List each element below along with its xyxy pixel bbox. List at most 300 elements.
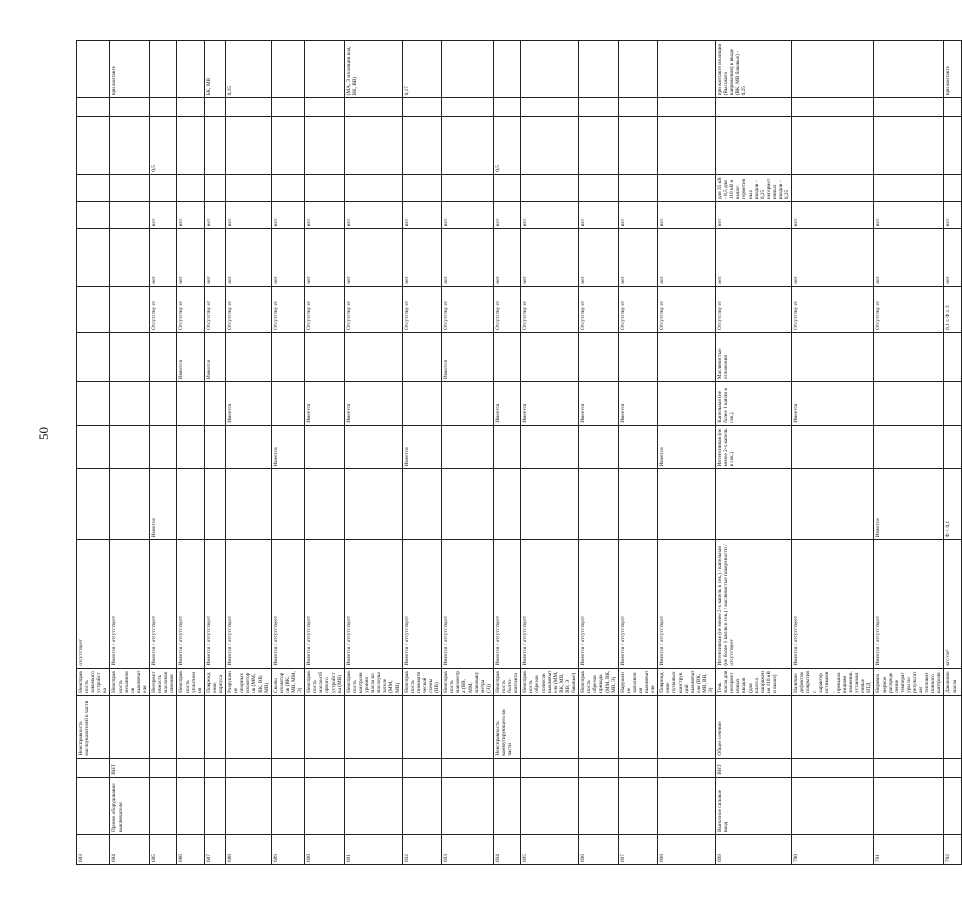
table-cell-n: 684	[110, 835, 150, 865]
table-cell-c10	[792, 117, 874, 174]
table-cell-group	[402, 695, 442, 758]
table-cell-period	[493, 758, 520, 777]
table-cell-group	[271, 695, 304, 758]
table-cell-c1: Имеется / отсутствует	[110, 540, 150, 668]
table-cell-c8: нет	[493, 202, 520, 229]
table-cell-c1: Имеется / отсутствует	[521, 540, 579, 668]
table-cell-period	[271, 758, 304, 777]
table-cell-c4: Имеется	[344, 382, 402, 426]
table-cell-c1: Имеется / отсутствует	[204, 540, 225, 668]
table-cell-cause	[77, 777, 110, 834]
table-cell-c7: нет	[204, 229, 225, 286]
table-cell-group	[579, 695, 619, 758]
table-cell-n: 693	[442, 835, 494, 865]
table-cell-c3	[521, 425, 579, 469]
table-cell-c6: Отсутству ет	[579, 286, 619, 332]
table-cell-group: Неисправность маслоуказателей в части	[77, 695, 110, 758]
table-cell-c5	[344, 333, 402, 382]
table-cell-c12	[792, 41, 874, 98]
table-cell-c9	[618, 174, 658, 201]
table-cell-c6: Отсутству ет	[618, 286, 658, 332]
table-cell-c1: Интенсивная (не менее 2-х капель в сек.) / капельная (не более 1 капли в сек.) / маслянистые поверхности / отсутствует	[716, 540, 792, 668]
table-cell-group	[226, 695, 272, 758]
table-cell-c3	[792, 425, 874, 469]
table-cell-c11	[521, 98, 579, 117]
table-cell-c1: Имеется / отсутствует	[344, 540, 402, 668]
table-cell-defect: Неравномерное распределение температуры по результатам тепловизионного контроля	[874, 668, 944, 695]
table-cell-c1: Имеется / отсутствует	[305, 540, 345, 668]
table-cell-c5: Маслянистые отложения	[716, 333, 792, 382]
table-cell-c8: нет	[944, 202, 962, 229]
table-cell-c7: нет	[177, 229, 204, 286]
table-cell-c5	[493, 333, 520, 382]
table-cell-c5	[521, 333, 579, 382]
table-cell-c8: нет	[204, 202, 225, 229]
table-cell-c9: для 35 кВ - 0,5 для 110 кВ и выше: герметичных вводов - 0,25 негерметичных вводов - 0,25	[716, 174, 792, 201]
table-cell-c1: Имеется / отсутствует	[150, 540, 177, 668]
table-cell-group	[521, 695, 579, 758]
table-cell-c10	[874, 117, 944, 174]
table-cell-c2	[344, 469, 402, 540]
table-cell-group: Неисправность коммутирующего вн части	[493, 695, 520, 758]
table-cell-cause	[226, 777, 272, 834]
table-cell-c1: Имеется / отсутствует	[493, 540, 520, 668]
table-cell-c5	[579, 333, 619, 382]
table-cell-c3	[344, 425, 402, 469]
table-cell-c4	[442, 382, 494, 426]
table-cell-group	[792, 695, 874, 758]
table-cell-c7: нет	[658, 229, 716, 286]
table-cell-c12: (МА, Э изоляции вод, ВК, ВВ)	[344, 41, 402, 98]
table-cell-c10	[658, 117, 716, 174]
table-cell-c10	[402, 117, 442, 174]
table-cell-cause	[579, 777, 619, 834]
table-cell-c3	[110, 425, 150, 469]
table-cell-c5: Имеется	[177, 333, 204, 382]
table-cell-c7: нет	[305, 229, 345, 286]
table-cell-c11	[77, 98, 110, 117]
table-cell-period	[521, 758, 579, 777]
table-cell-c7: нет	[402, 229, 442, 286]
table-cell-c11	[204, 98, 225, 117]
table-cell-c2	[110, 469, 150, 540]
table-cell-c5	[658, 333, 716, 382]
table-cell-c5	[110, 333, 150, 382]
table-cell-c5	[271, 333, 304, 382]
table-cell-c10	[305, 117, 345, 174]
table-row	[402, 41, 442, 865]
table-row	[226, 41, 272, 865]
table-cell-c4: Имеется	[493, 382, 520, 426]
table-row	[792, 41, 874, 865]
table-cell-c10	[110, 117, 150, 174]
table-cell-defect: Неисправность манометра (ВВ, ММ, мановакуметра (Э))	[442, 668, 494, 695]
table-cell-c3	[150, 425, 177, 469]
table-cell-cause	[944, 777, 962, 834]
table-cell-c4: Имеется	[521, 382, 579, 426]
table-cell-c7: нет	[521, 229, 579, 286]
table-cell-defect: Сколы изоляторов (ВК, МВ, ММ, Э)	[271, 668, 304, 695]
table-cell-c5	[874, 333, 944, 382]
table-cell-cause	[658, 777, 716, 834]
table-cell-c8: нет	[226, 202, 272, 229]
table-cell-c8: нет	[658, 202, 716, 229]
table-cell-c12	[658, 41, 716, 98]
table-cell-c11	[305, 98, 345, 117]
table-cell-defect: Течь масла для негерметичных вводов (для класса напряжения 110 кВ и выше)	[716, 668, 792, 695]
table-cell-c4	[874, 382, 944, 426]
table-cell-period	[204, 758, 225, 777]
table-cell-c4: Имеется	[792, 382, 874, 426]
table-cell-c4	[402, 382, 442, 426]
defects-table	[76, 40, 962, 865]
table-cell-c10: 0,5	[150, 117, 177, 174]
table-cell-n: 690	[305, 835, 345, 865]
table-cell-c12: БК, МВ	[204, 41, 225, 98]
table-row	[716, 41, 792, 865]
table-cell-c12	[271, 41, 304, 98]
table-cell-c5	[77, 333, 110, 382]
table-cell-group	[344, 695, 402, 758]
table-cell-c7: нет	[493, 229, 520, 286]
table-row	[305, 41, 345, 865]
table-cell-c12	[579, 41, 619, 98]
table-cell-cause	[150, 777, 177, 834]
table-cell-c5	[305, 333, 345, 382]
table-cell-c12	[618, 41, 658, 98]
table-cell-period	[658, 758, 716, 777]
table-cell-c10	[618, 117, 658, 174]
table-cell-defect: Неисправность закоевого устройства	[77, 668, 110, 695]
table-cell-c8: нет	[177, 202, 204, 229]
table-cell-c12: 0,17	[402, 41, 442, 98]
table-cell-c10	[579, 117, 619, 174]
table-cell-c6: Отсутству ет	[874, 286, 944, 332]
table-cell-c6: Отсутству ет	[204, 286, 225, 332]
table-cell-c11	[579, 98, 619, 117]
table-cell-c7: нет	[226, 229, 272, 286]
table-cell-c1: Имеется / отсутствует	[618, 540, 658, 668]
table-cell-period	[874, 758, 944, 777]
table-cell-c8: нет	[402, 202, 442, 229]
table-cell-c10: 0,5	[493, 117, 520, 174]
table-cell-c9	[305, 174, 345, 201]
table-cell-c9	[944, 174, 962, 201]
table-cell-c10	[716, 117, 792, 174]
table-cell-defect: Нарушение заполнения выключателя	[618, 668, 658, 695]
table-cell-c9	[874, 174, 944, 201]
table-cell-c7: нет	[579, 229, 619, 286]
table-cell-period	[305, 758, 345, 777]
table-cell-c4	[658, 382, 716, 426]
table-cell-n: 683	[77, 835, 110, 865]
table-cell-c10	[77, 117, 110, 174]
table-cell-c7: нет	[618, 229, 658, 286]
table-cell-defect: Неисправность механизмов выключателя	[110, 668, 150, 695]
table-cell-c12	[442, 41, 494, 98]
table-cell-c4: Имеется	[579, 382, 619, 426]
table-cell-c2	[442, 469, 494, 540]
table-cell-c9	[226, 174, 272, 201]
table-cell-group	[305, 695, 345, 758]
table-cell-c7: нет	[944, 229, 962, 286]
table-cell-defect: Неисправность обрезов полюсов выключателя (ММ, ВК, МВ, ВВ, Э баковые)	[521, 668, 579, 695]
table-cell-c4	[271, 382, 304, 426]
table-cell-c2	[271, 469, 304, 540]
table-cell-c12	[77, 41, 110, 98]
table-cell-n: 688	[226, 835, 272, 865]
table-cell-n: 694	[493, 835, 520, 865]
table-cell-c3: Интенсивная (не менее 2-х капель в сек.)	[716, 425, 792, 469]
table-cell-c5	[150, 333, 177, 382]
table-cell-c3: Имеется	[402, 425, 442, 469]
table-cell-c9	[521, 174, 579, 201]
table-cell-c10	[204, 117, 225, 174]
table-cell-c8: нет	[442, 202, 494, 229]
table-cell-n: 692	[402, 835, 442, 865]
table-cell-c4	[77, 382, 110, 426]
table-row	[442, 41, 494, 865]
table-cell-defect: Неисправность болто-контакта	[493, 668, 520, 695]
table-cell-c8	[77, 202, 110, 229]
table-cell-c9	[442, 174, 494, 201]
table-cell-c9	[204, 174, 225, 201]
table-cell-c3	[442, 425, 494, 469]
table-cell-c9	[150, 174, 177, 201]
table-cell-c9	[658, 174, 716, 201]
table-cell-c2	[402, 469, 442, 540]
table-cell-c6: Отсутству ет	[493, 286, 520, 332]
table-cell-c10	[271, 117, 304, 174]
table-cell-c7: нет	[150, 229, 177, 286]
table-cell-group	[944, 695, 962, 758]
table-cell-group	[150, 695, 177, 758]
table-cell-period	[402, 758, 442, 777]
table-cell-n: 687	[204, 835, 225, 865]
table-row	[77, 41, 110, 865]
table-cell-c7	[77, 229, 110, 286]
table-cell-defect: Негерметичность маслонаполнения	[150, 668, 177, 695]
table-cell-cause	[493, 777, 520, 834]
page-number: 50	[36, 427, 51, 440]
table-cell-defect: Повреждение пусковых конструкций выключателя (ВК, МВ, ВВ, Э)	[658, 668, 716, 695]
table-cell-c7: нет	[442, 229, 494, 286]
table-cell-cause	[344, 777, 402, 834]
table-cell-group	[618, 695, 658, 758]
table-cell-c3	[305, 425, 345, 469]
table-cell-period	[344, 758, 402, 777]
table-cell-defect: Неисправность контроля уровня масла во маслоуказателе (ММ, МВ)	[344, 668, 402, 695]
table-cell-c5: Имеется	[204, 333, 225, 382]
table-cell-group	[874, 695, 944, 758]
table-row	[177, 41, 204, 865]
table-cell-c11	[618, 98, 658, 117]
table-cell-c5	[944, 333, 962, 382]
table-cell-c11	[344, 98, 402, 117]
table-row	[521, 41, 579, 865]
table-cell-c10	[442, 117, 494, 174]
table-cell-n: 689	[271, 835, 304, 865]
table-cell-period	[579, 758, 619, 777]
table-cell-c6: Отсутству ет	[521, 286, 579, 332]
table-cell-defect: Наличие дефектов покрытия с характеристиками, превышающими значения, установленные НТД	[792, 668, 874, 695]
table-cell-c4: Капельная (не более 1 капли в сек.)	[716, 382, 792, 426]
table-cell-c4	[177, 382, 204, 426]
table-cell-period: ВНТ	[110, 758, 150, 777]
table-cell-c11	[716, 98, 792, 117]
table-cell-period	[618, 758, 658, 777]
table-cell-c9	[110, 174, 150, 201]
table-cell-c2	[204, 469, 225, 540]
table-cell-c6: Отсутству ет	[792, 286, 874, 332]
table-cell-period	[77, 758, 110, 777]
table-cell-c4	[110, 382, 150, 426]
table-cell-c7: нет	[716, 229, 792, 286]
table-cell-defect: Неисправность пневматической схемы (ВВ)	[402, 668, 442, 695]
table-cell-c5: Имеется	[442, 333, 494, 382]
table-cell-c2: Имеется	[150, 469, 177, 540]
table-cell-c3	[226, 425, 272, 469]
table-cell-c10	[226, 117, 272, 174]
table-cell-c2	[226, 469, 272, 540]
table-cell-c2	[305, 469, 345, 540]
table-cell-cause: Прочее оборудование выключателя	[110, 777, 150, 834]
table-cell-c9	[493, 174, 520, 201]
table-cell-cause	[305, 777, 345, 834]
table-cell-cause	[874, 777, 944, 834]
table-cell-c4	[204, 382, 225, 426]
table-cell-c6: Отсутству ет	[177, 286, 204, 332]
table-cell-period	[792, 758, 874, 777]
table-cell-c3	[944, 425, 962, 469]
table-cell-c3	[493, 425, 520, 469]
table-cell-period	[226, 758, 272, 777]
table-cell-c6: Отсутству ет	[271, 286, 304, 332]
table-cell-c1: Имеется / отсутствует	[792, 540, 874, 668]
table-row	[110, 41, 150, 865]
table-cell-c12: при контакте	[944, 41, 962, 98]
table-cell-c12	[177, 41, 204, 98]
table-cell-c12: при контакте изоляции (Высокого напряжения) в вводе (ВК, МВ баковые) - 0,25	[716, 41, 792, 98]
table-cell-group: Общее сечение	[716, 695, 792, 758]
table-cell-c11	[226, 98, 272, 117]
table-cell-c8	[110, 202, 150, 229]
table-cell-cause	[618, 777, 658, 834]
table-cell-c2	[792, 469, 874, 540]
table-row	[150, 41, 177, 865]
table-cell-cause	[204, 777, 225, 834]
table-cell-cause	[402, 777, 442, 834]
table-cell-c7: нет	[344, 229, 402, 286]
table-cell-c6: Отсутству ет	[226, 286, 272, 332]
table-cell-c8: нет	[874, 202, 944, 229]
table-cell-c10	[344, 117, 402, 174]
table-cell-c1: Имеется / отсутствует	[271, 540, 304, 668]
table-cell-c3: Имеется	[271, 425, 304, 469]
table-cell-n: 701	[874, 835, 944, 865]
table-cell-c8: нет	[305, 202, 345, 229]
table-cell-c11	[493, 98, 520, 117]
table-cell-c11	[792, 98, 874, 117]
table-cell-c11	[874, 98, 944, 117]
table-cell-period	[177, 758, 204, 777]
table-cell-c9	[792, 174, 874, 201]
table-cell-c3	[177, 425, 204, 469]
table-cell-defect: Неисправность уплотнения	[177, 668, 204, 695]
table-cell-c2	[77, 469, 110, 540]
table-cell-c8: нет	[344, 202, 402, 229]
table-cell-group	[442, 695, 494, 758]
table-cell-c10	[521, 117, 579, 174]
table-cell-c5	[792, 333, 874, 382]
table-cell-c12: 0,15	[226, 41, 272, 98]
table-cell-c11	[177, 98, 204, 117]
table-cell-n: 695	[521, 835, 579, 865]
table-cell-c1: Имеется / отсутствует	[442, 540, 494, 668]
table-cell-period	[442, 758, 494, 777]
table-cell-c2: Имеется	[874, 469, 944, 540]
table-cell-c10	[177, 117, 204, 174]
table-row	[344, 41, 402, 865]
table-cell-c12	[305, 41, 345, 98]
table-cell-c12	[874, 41, 944, 98]
table-cell-c4: Имеется	[618, 382, 658, 426]
table-cell-c11	[658, 98, 716, 117]
table-cell-n: 697	[618, 835, 658, 865]
table-cell-c2	[579, 469, 619, 540]
table-cell-cause	[177, 777, 204, 834]
table-cell-c9	[579, 174, 619, 201]
table-cell-c1: Имеется / отсутствует	[226, 540, 272, 668]
table-cell-c3	[618, 425, 658, 469]
table-cell-c11	[402, 98, 442, 117]
table-cell-c1: Имеется / отсутствует	[402, 540, 442, 668]
table-cell-c8: нет	[150, 202, 177, 229]
table-row	[493, 41, 520, 865]
table-cell-c11	[271, 98, 304, 117]
table-cell-c3	[77, 425, 110, 469]
table-cell-c12	[493, 41, 520, 98]
table-cell-c12	[521, 41, 579, 98]
table-cell-defect: Давление масла	[944, 668, 962, 695]
table-cell-c5	[402, 333, 442, 382]
table-cell-c11	[110, 98, 150, 117]
table-cell-c2	[658, 469, 716, 540]
table-cell-period	[150, 758, 177, 777]
table-cell-c1: кгс/см²	[944, 540, 962, 668]
table-cell-c6: Отсутству ет	[402, 286, 442, 332]
table-cell-c9	[271, 174, 304, 201]
table-cell-c7: нет	[874, 229, 944, 286]
table-cell-period	[944, 758, 962, 777]
table-row	[618, 41, 658, 865]
table-cell-cause	[521, 777, 579, 834]
table-cell-c3	[204, 425, 225, 469]
table-cell-c1: Имеется / отсутствует	[177, 540, 204, 668]
table-cell-defect: Повреждение корпуса	[204, 668, 225, 695]
table-cell-n: 698	[658, 835, 716, 865]
table-cell-c1: Имеется / отсутствует	[579, 540, 619, 668]
table-row	[271, 41, 304, 865]
table-cell-defect: Неисправность маслоотборного устройства (МВ)	[305, 668, 345, 695]
table-cell-c3: Имеется	[658, 425, 716, 469]
table-cell-c11	[442, 98, 494, 117]
table-cell-c3	[579, 425, 619, 469]
table-cell-n: 691	[344, 835, 402, 865]
table-cell-c4	[944, 382, 962, 426]
table-cell-c6: 0,1 ≤ Ф ≤ 3	[944, 286, 962, 332]
table-row	[874, 41, 944, 865]
